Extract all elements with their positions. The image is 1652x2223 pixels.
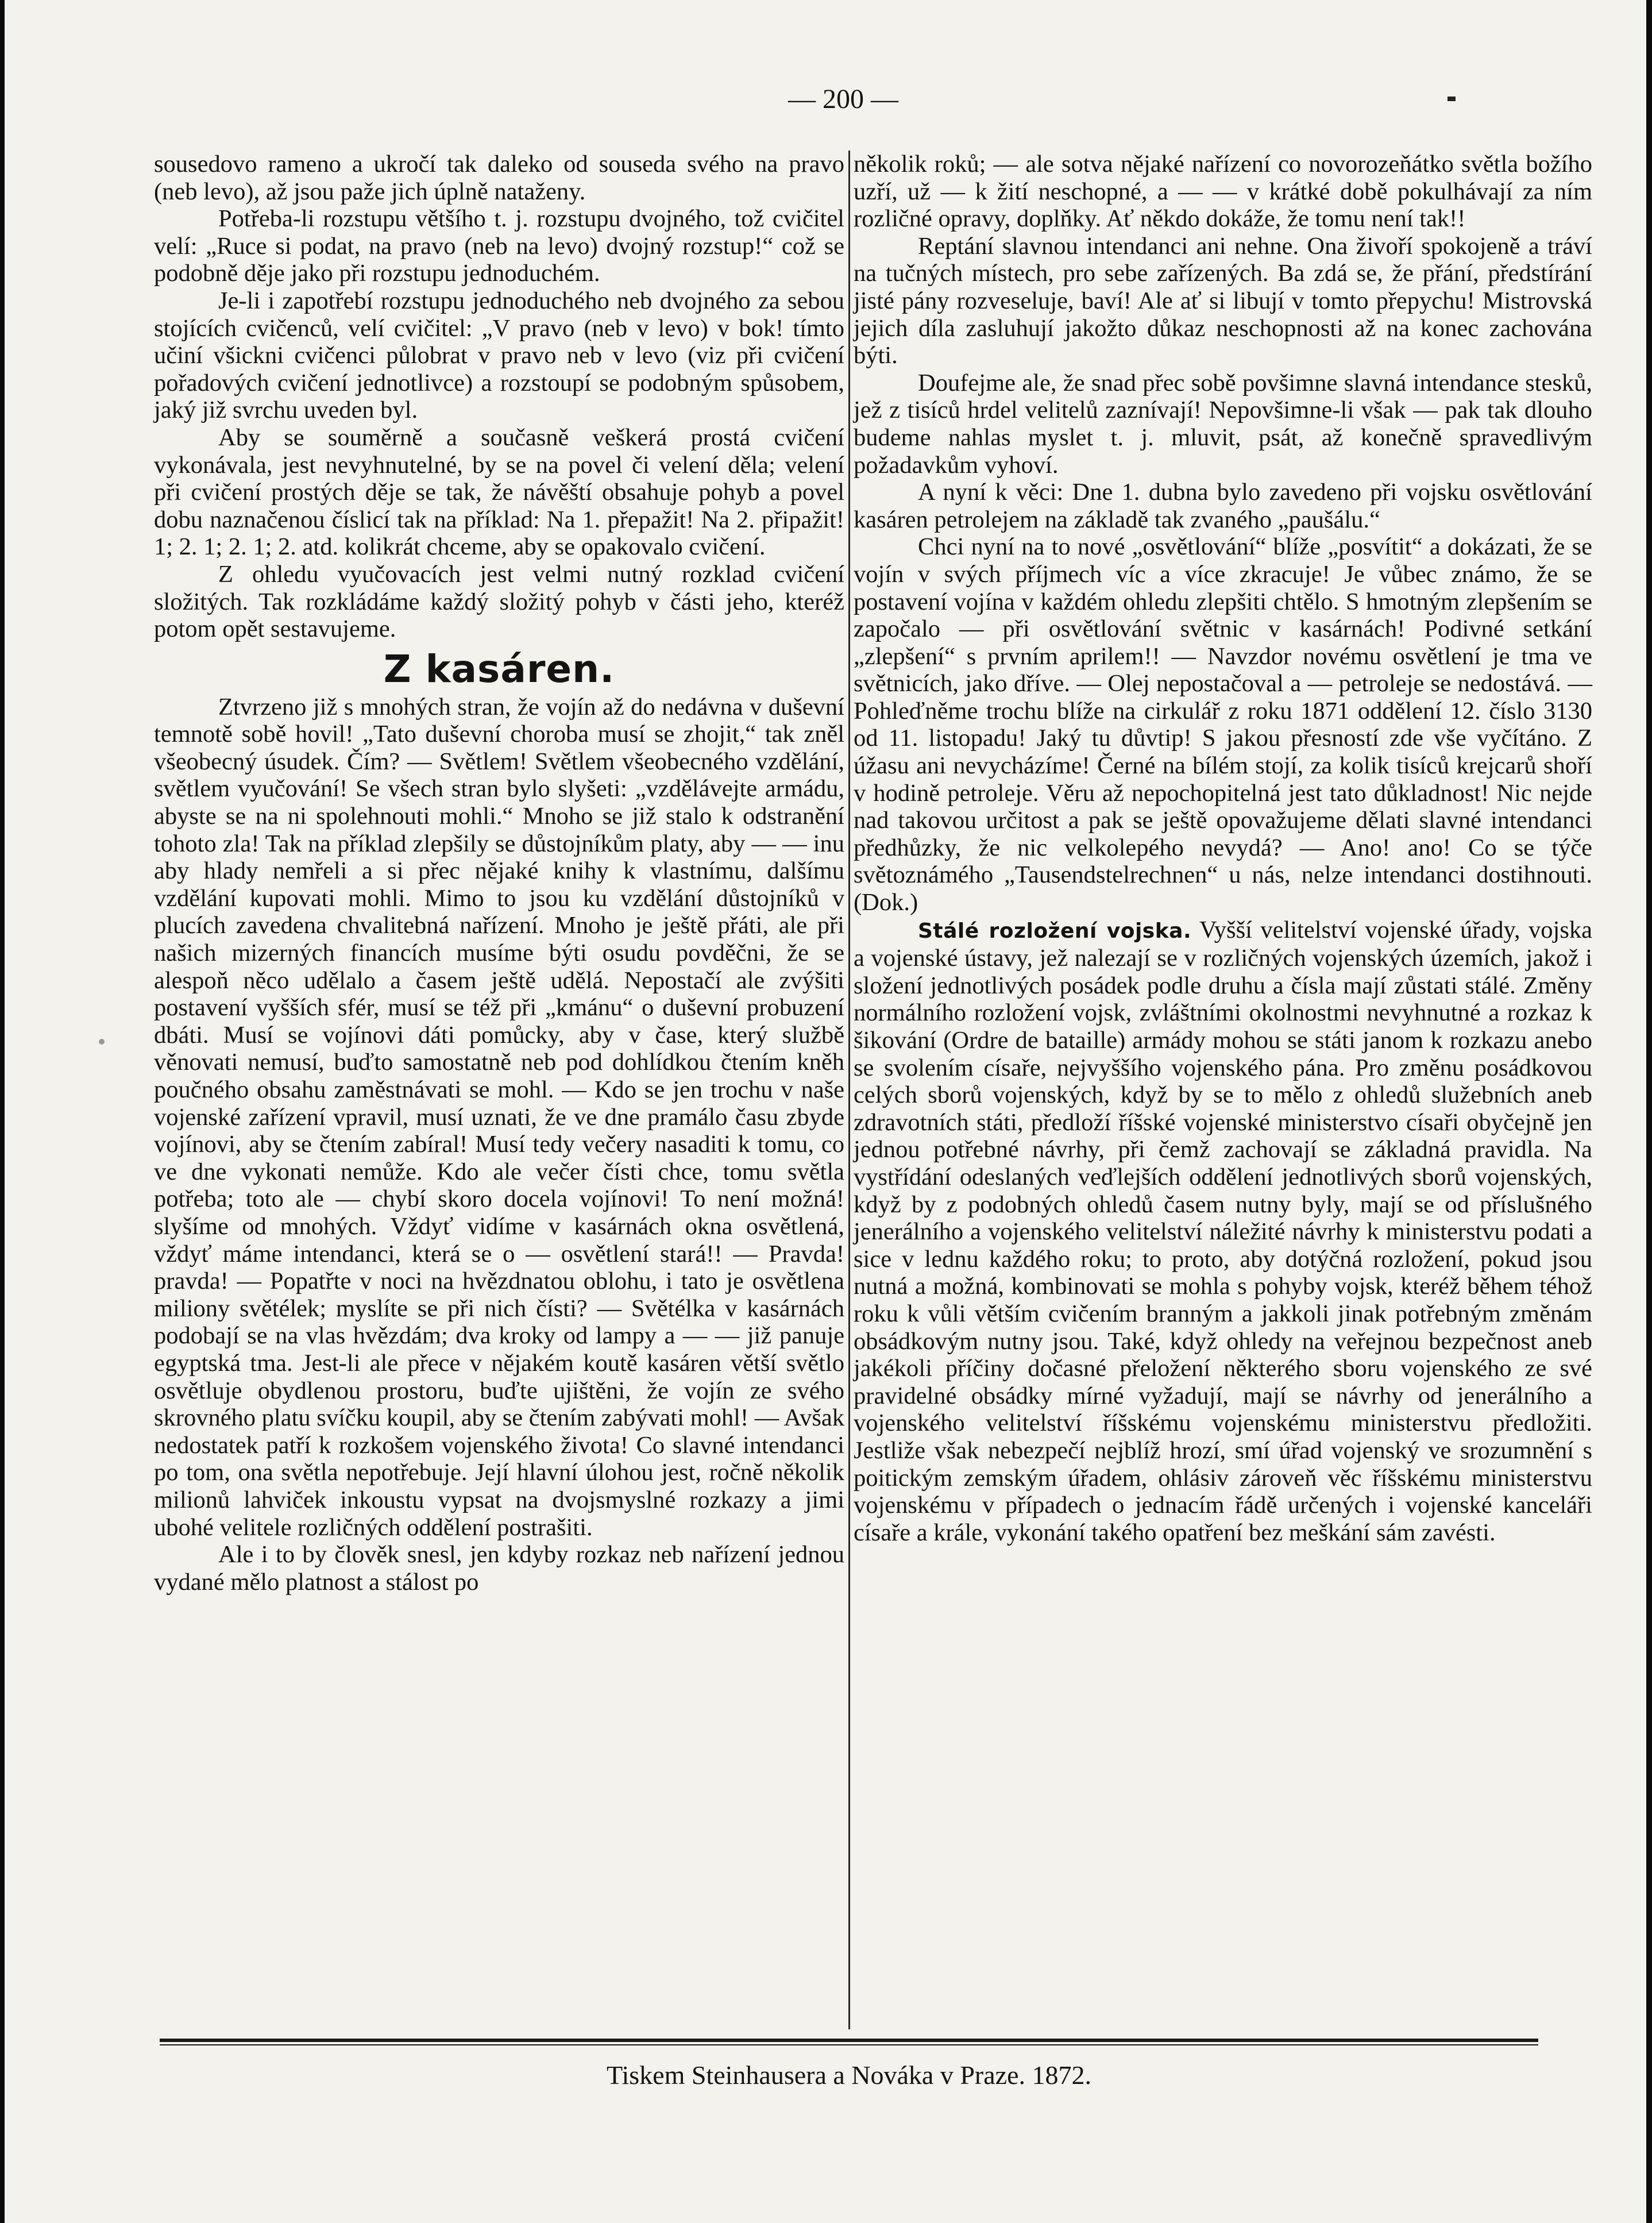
page-header [5, 79, 1646, 125]
section-heading: Z kasáren. [383, 646, 615, 691]
footer-rule-thin [160, 2044, 1538, 2045]
paragraph: Ztvrzeno již s mnohých stran, že vojín až do nedávna v duševní temnotě sobě hovil! „Tato duševní choroba musí se zhojit,“ tak zněl všeobecný úsudek. Čím? — Světlem! Světlem všeobecného vzdělání, světlem vyučování! Se všech stran bylo slyšeti: „vzdělávejte armádu, abyste se na ni spolehnouti mohli.“ Mnoho se již stalo k odstranění tohoto zla! Tak na příklad zlepšily se důstojníkům platy, aby — — inu aby hlady nemřeli a si přec nějaké knihy k vlastnímu, dalšímu vzdělání kupovati mohli. Mimo to jsou ku vzdělání důstojníků v plucích zavedena chvalitebná nařízení. Mnoho je ještě přáti, ale při našich mizerných financích musíme býti osudu povděčni, že se alespoň něco udělalo a časem ještě udělá. Nepostačí ale zvýšiti postavení vyšších sfér, musí se též při „kmánu“ o duševní probuzení dbáti. Musí se vojínovi dáti pomůcky, aby v čase, který službě věnovati nemusí, buďto samostatně neb pod dohlídkou čtením kněh poučného obsahu zaměstnávati se mohl. — Kdo se jen trochu v naše vojenské zařízení vpravil, musí uznati, že ve dne pramálo času zbyde vojínovi, aby se čtením zabíral! Musí tedy večery nasaditi k tomu, co ve dne vykonati nemůže. Kdo ale večer čísti chce, tomu světla potřeba; toto ale — chybí skoro docela vojínovi! To není možná! slyšíme od mnohých. Vždyť vidíme v kasárnách okna osvětlená, vždyť máme intendanci, která se o — osvětlení stará!! — Pravda! pravda! — Popatřte v noci na hvězdnatou oblohu, i tato je osvětlena miliony světélek; myslíte se při nich čísti? — Světélka v kasárnách podobají se na vlas hvězdám; dva kroky od lampy a — — již panuje egyptská tma. Jest-li ale přece v nějakém koutě kasáren větší světlo osvětluje obydlenou prostoru, buďte ujištěni, že vojín ze svého skrovného platu svíčku koupil, aby se čtením zabývati mohl! — Avšak nedostatek patří k rozkošem vojenského života! Co slavné intendanci po tom, ona světla nepotřebuje. Její hlavní úlohou jest, ročně několik milionů lahviček inkoustu vypsat na dvojsmyslné rozkazy a jimi ubohé velitele rozličných oddělení postrašiti. [154, 693, 844, 1541]
paragraph: Ale i to by člověk snesl, jen kdyby rozkaz neb nařízení jednou vydané mělo platnost a stálost po [154, 1541, 844, 1596]
left-column [154, 151, 844, 1596]
header-mark [1448, 97, 1456, 101]
paragraph-text: Vyšší velitelství vojenské úřady, vojska a vojenské ústavy, jež nalezají se v rozličných vojenských územích, jakož i složení jednotlivých posádek podle druhu a čísla mají zůstati stálé. Změny normálního rozložení vojsk, zvláštními okolnostmi nevyhnutné a rozkaz k šikování (Ordre de bataille) armády mohou se státi janom k rozkazu anebo se svolením císaře, nejvyššího vojenského pána. Pro změnu posádkovou celých sborů vojenských, když by se to mělo z ohledů služebních aneb zdravotních státi, předloží říšské vojenské ministerstvo císaři obyčejně jen jednou potřebné návrhy, při čemž zachovají se základná pravidla. Na vystřídání odeslaných veďlejších oddělení jednotlivých sborů vojenských, když by z podobných ohledů časem nutny byly, mají se od příslušného jenerálního a vojenského velitelství náležité návrhy k ministerstvu podati a sice v lednu každého roku; to proto, aby dotýčná rozložení, pokud jsou nutná a možná, kombinovati se mohla s pohyby vojsk, kteréž během téhož roku k vůli větším cvičením branným a jakkoli jinak potřebným změnám obsádkovým nutny jsou. Také, když ohledy na veřejnou bezpečnost aneb jakékoli příčiny dočasné přeložení některého sboru vojenského ze své pravidelné obsádky mírné vyžadují, mají se návrhy od jenerálního a vojenského velitelství říšskému vojenskému ministerstvu předložiti. Jestliže však nebezpečí nejblíž hrozí, smí úřad vojenský ve srozumnění s poitickým zemským úřadem, ohlásiv zároveň věc říšskému ministerstvu vojenskému v případech o jednacím řádě určených i vojenské kanceláři císaře a krále, vykonání takého opatření bez meškání sám zavésti. [854, 916, 1592, 1546]
paragraph: Aby se souměrně a současně veškerá prostá cvičení vykonávala, jest nevyhnutelné, by se na povel či velení děla; velení při cvičení prostých děje se tak, že návěští obsahuje pohyb a povel dobu naznačenou číslicí tak na příklad: Na 1. přepažit! Na 2. připažit! 1; 2. 1; 2. 1; 2. atd. kolikrát chceme, aby se opakovalo cvičení. [154, 423, 844, 561]
page-number: — 200 — [788, 84, 898, 114]
paragraph: Reptání slavnou intendanci ani nehne. Ona živoří spokojeně a tráví na tučných místech, pro sebe zařízených. Ba zdá se, že přání, předstírání jisté pány rozveseluje, baví! Ale ať si libují v tomto přepychu! Mistrovská jejich díla zasluhují jakožto důkaz neschopnosti až na konec zachována býti. [854, 232, 1592, 369]
newspaper-page [5, 0, 1646, 2223]
paragraph: Z ohledu vyučovacích jest velmi nutný rozklad cvičení složitých. Tak rozkládáme každý složitý pohyb v části jeho, kteréž potom opět sestavujeme. [154, 560, 844, 643]
paragraph: Doufejme ale, že snad přec sobě povšimne slavná intendance stesků, jež z tisíců hrdel velitelů zaznívají! Nepovšimne-li však — pak tak dlouho budeme nahlas myslet t. j. mluvit, psát, až konečně spravedlivým požadavkům vyhoví. [854, 369, 1592, 479]
paper-speck [99, 1039, 105, 1045]
footer-rule [160, 2039, 1538, 2042]
column-divider [848, 151, 850, 2029]
right-column [854, 151, 1592, 1546]
runin-heading: Stálé rozložení vojska. [918, 919, 1192, 943]
paragraph [854, 916, 1592, 1547]
paragraph: několik roků; — ale sotva nějaké nařízení co novorozeňátko světla božího uzří, už — k žití neschopné, a — — v krátké době pokulhávají za ním rozličné opravy, doplňky. Ať někdo dokáže, že tomu není tak!! [854, 151, 1592, 233]
paragraph: sousedovo rameno a ukročí tak daleko od souseda svého na pravo (neb levo), až jsou paže jich úplně nataženy. [154, 151, 844, 205]
paragraph: A nyní k věci: Dne 1. dubna bylo zavedeno při vojsku osvětlování kasáren petrolejem na základě tak zvaného „paušálu.“ [854, 479, 1592, 533]
paragraph: Chci nyní na to nové „osvětlování“ blíže „posvítit“ a dokázati, že se vojín v svých příjmech víc a více zkracuje! Je vůbec známo, že se postavení vojína v každém ohledu zlepšiti chtělo. S hmotným zlepšením se započalo — při osvětlování světnic v kasárnách! Podivné setkání „zlepšení“ s prvním aprilem!! — Navzdor novému osvětlení je tma ve světnicích, jako dříve. — Olej nepostačoval a — petroleje se nedostává. — Pohleďněme trochu blíže na cirkulář z roku 1871 oddělení 12. číslo 3130 od 11. listopadu! Jaký tu důvtip! S jakou přesností zde vše vyčítáno. Z úžasu ani nevycházíme! Černé na bílém stojí, za kolik tisíců krejcarů shoří v hodině petroleje. Věru až nepochopitelná jest tato důkladnost! Nic nejde nad takovou určitost a pak se ještě opovažujeme dělati slavné intendanci předhůzky, že nic velkolepého nevydá? — Ano! ano! Co se týče světoznámého „Tausendstelrechnen“ u nás, nelze intendanci dostihnouti. (Dok.) [854, 533, 1592, 916]
printer-imprint: Tiskem Steinhausera a Nováka v Praze. 1872. [606, 2060, 1091, 2090]
paragraph: Potřeba-li rozstupu většího t. j. rozstupu dvojného, tož cvičitel velí: „Ruce si podat, na pravo (neb na levo) dvojný rozstup!“ což se podobně děje jako při rozstupu jednoduchém. [154, 205, 844, 287]
paragraph: Je-li i zapotřebí rozstupu jednoduchého neb dvojného za sebou stojících cvičenců, velí cvičitel: „V pravo (neb v levo) v bok! tímto učiní všickni cvičenci půlobrat v pravo neb v levo (viz při cvičení pořadových cvičení jednotlivce) a rozstoupí se podobným spůsobem, jaký již svrchu uveden byl. [154, 287, 844, 424]
